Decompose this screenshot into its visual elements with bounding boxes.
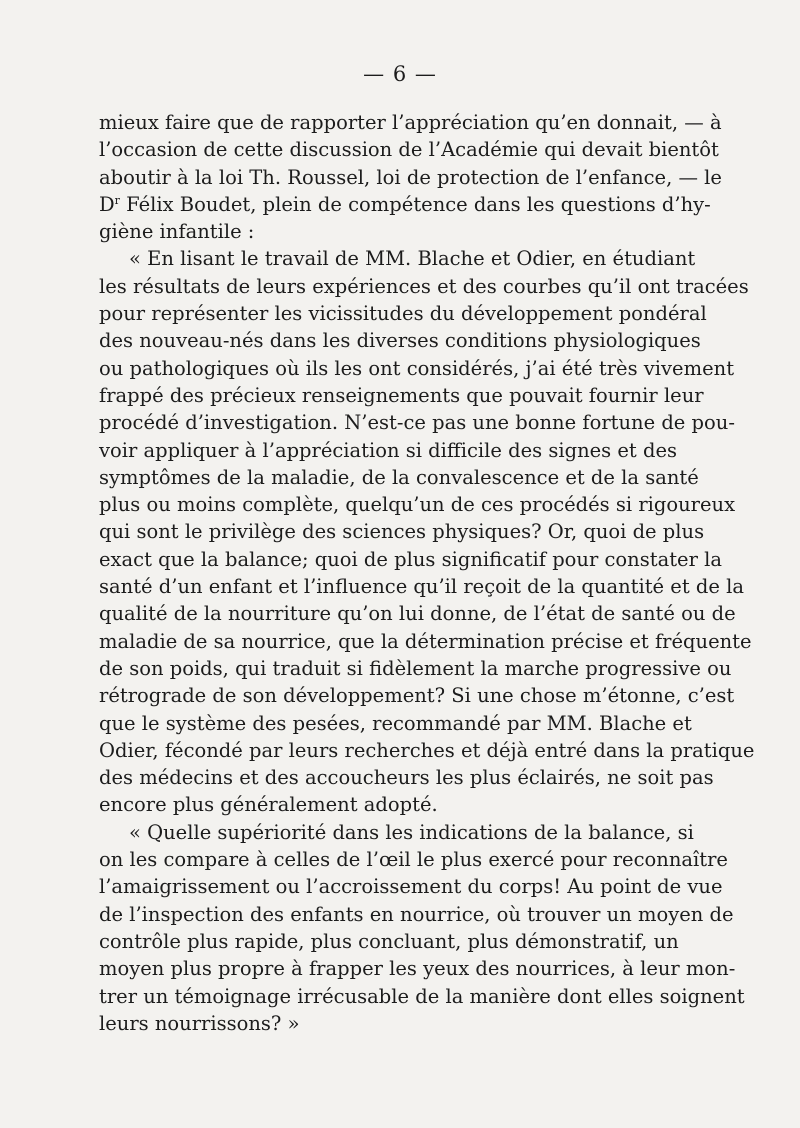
text-line: procédé d’investigation. N’est-ce pas une bonne fortune de pou- xyxy=(99,411,735,435)
text-line: les résultats de leurs expériences et des courbes qu’il ont tracées xyxy=(99,274,749,298)
text-line: l’occasion de cette discussion de l’Académie qui devait bientôt xyxy=(99,138,719,162)
title-superscript: r xyxy=(114,193,120,207)
text-line: leurs nourrissons? » xyxy=(99,1011,300,1035)
text-line xyxy=(99,191,711,218)
text-line: frappé des précieux renseignements que pouvait fournir leur xyxy=(99,383,704,407)
paragraph xyxy=(99,245,755,818)
text-line: plus ou moins complète, quelqu’un de ces procédés si rigoureux xyxy=(99,493,736,517)
text-line: on les compare à celles de l’œil le plus exercé pour reconnaître xyxy=(99,848,728,872)
text-line: « Quelle supériorité dans les indications de la balance, si xyxy=(129,820,694,844)
text-line: moyen plus propre à frapper les yeux des nourrices, à leur mon- xyxy=(99,957,736,981)
text-line: encore plus généralement adopté. xyxy=(99,793,438,817)
text-line: l’amaigrissement ou l’accroissement du corps! Au point de vue xyxy=(99,875,723,899)
text-line: des nouveau-nés dans les diverses conditions physiologiques xyxy=(99,329,701,353)
text-line: pour représenter les vicissitudes du développement pondéral xyxy=(99,302,707,326)
text-line: de l’inspection des enfants en nourrice, où trouver un moyen de xyxy=(99,902,734,926)
text-line: de son poids, qui traduit si fidèlement la marche progressive ou xyxy=(99,656,732,680)
body-text xyxy=(99,109,755,1037)
text-line: que le système des pesées, recommandé par MM. Blache et xyxy=(99,711,692,735)
paragraph xyxy=(99,109,722,245)
page-number: — 6 — xyxy=(363,62,437,86)
text-line: Odier, fécondé par leurs recherches et déjà entré dans la pratique xyxy=(99,738,755,762)
text-line: « En lisant le travail de MM. Blache et Odier, en étudiant xyxy=(129,247,696,271)
text-line: giène infantile : xyxy=(99,220,255,244)
text-line: ou pathologiques où ils les ont considérés, j’ai été très vivement xyxy=(99,356,735,380)
text-line: des médecins et des accoucheurs les plus éclairés, ne soit pas xyxy=(99,766,714,790)
text-line: mieux faire que de rapporter l’appréciation qu’en donnait, — à xyxy=(99,111,722,134)
text-line: trer un témoignage irrécusable de la manière dont elles soignent xyxy=(99,984,745,1008)
text-line-rest: Félix Boudet, plein de compétence dans les questions d’hy- xyxy=(126,192,711,216)
title-abbreviation: D xyxy=(99,192,115,216)
text-line: rétrograde de son développement? Si une chose m’étonne, c’est xyxy=(99,684,735,708)
text-line: qui sont le privilège des sciences physiques? Or, quoi de plus xyxy=(99,520,705,544)
text-line: symptômes de la maladie, de la convalescence et de la santé xyxy=(99,465,699,489)
text-line: maladie de sa nourrice, que la détermination précise et fréquente xyxy=(99,629,752,653)
text-line: voir appliquer à l’appréciation si difficile des signes et des xyxy=(99,438,677,462)
text-line: santé d’un enfant et l’influence qu’il reçoit de la quantité et de la xyxy=(99,575,744,599)
text-line: qualité de la nourriture qu’on lui donne, de l’état de santé ou de xyxy=(99,602,736,626)
text-line: contrôle plus rapide, plus concluant, plus démonstratif, un xyxy=(99,929,679,953)
text-line: exact que la balance; quoi de plus significatif pour constater la xyxy=(99,547,722,571)
paragraph xyxy=(99,819,745,1037)
text-line: aboutir à la loi Th. Roussel, loi de protection de l’enfance, — le xyxy=(99,165,722,189)
